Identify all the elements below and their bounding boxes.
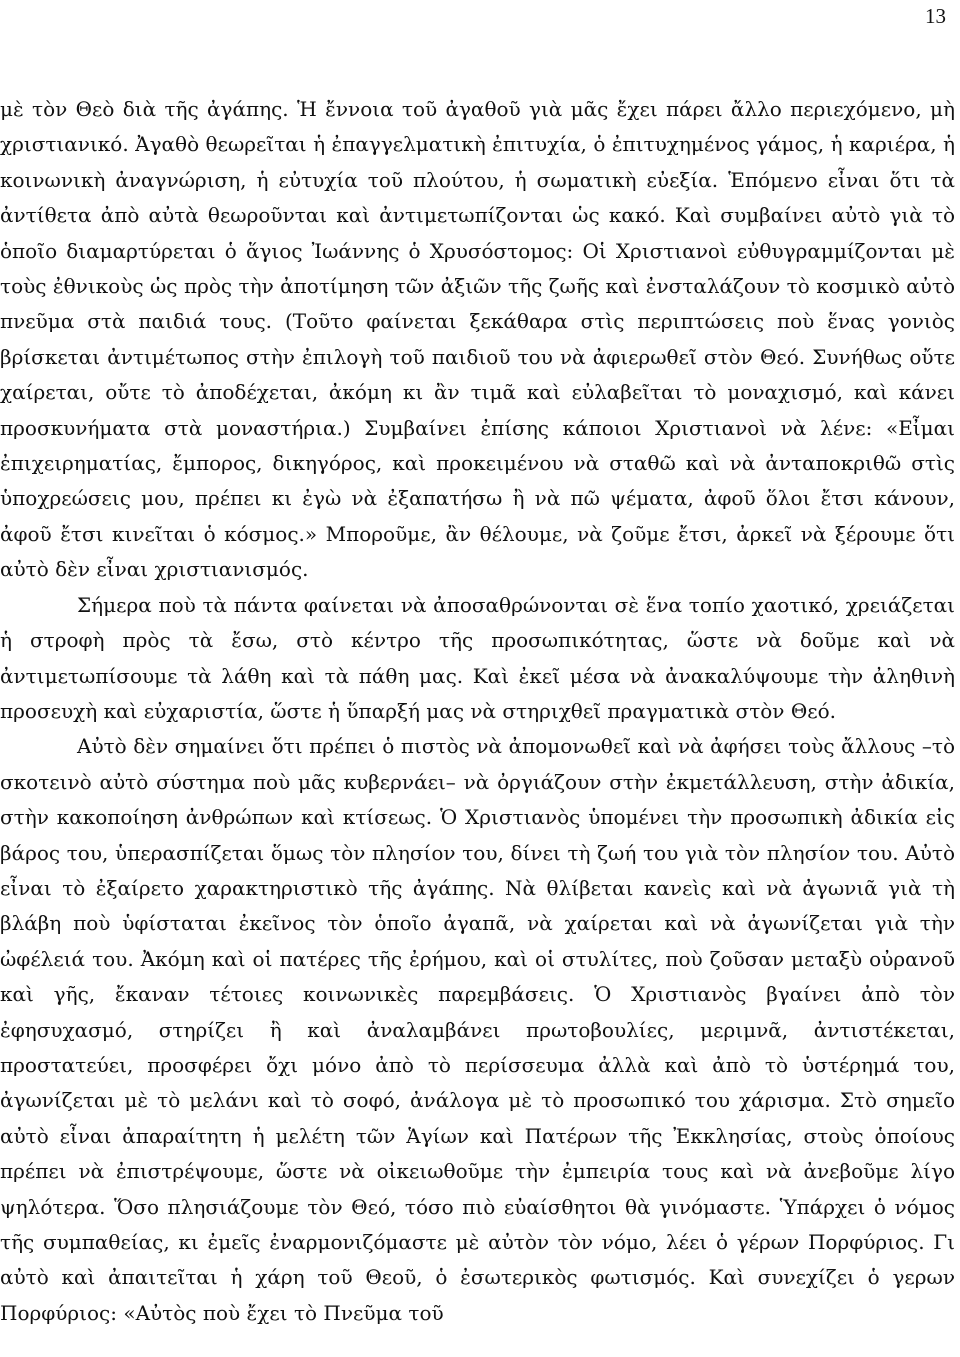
body-text — [0, 92, 955, 1331]
paragraph-3: Αὐτὸ δὲν σημαίνει ὅτι πρέπει ὁ πιστὸς νὰ ἀπομονωθεῖ καὶ νὰ ἀφήσει τοὺς ἄλλους –τὸ σκοτεινὸ αὐτὸ σύστημα ποὺ μᾶς κυβερνάει– νὰ ὀργιάζουν στὴν ἐκμετάλλευση, στὴν ἀδικία, στὴν κακοποίηση ἀνθρώπων καὶ κτίσεως. Ὁ Χριστιανὸς ὑπομένει τὴν προσωπικὴ ἀδικία εἰς βάρος του, ὑπερασπίζεται ὅμως τὸν πλησίον του, δίνει τὴ ζωή του γιὰ τὸν πλησίον του. Αὐτὸ εἶναι τὸ ἐξαίρετο χαρακτηριστικὸ τῆς ἀγάπης. Νὰ θλίβεται κανεὶς καὶ νὰ ἀγωνιᾶ γιὰ τὴ βλάβη ποὺ ὑφίσταται ἐκεῖνος τὸν ὁποῖο ἀγαπᾶ, νὰ χαίρεται καὶ νὰ ἀγωνίζεται γιὰ τὴν ὠφέλειά του. Ἀκόμη καὶ οἱ πατέρες τῆς ἐρήμου, καὶ οἱ στυλίτες, ποὺ ζοῦσαν μεταξὺ οὐρανοῦ καὶ γῆς, ἔκαναν τέτοιες κοινωνικὲς παρεμβάσεις. Ὁ Χριστιανὸς βγαίνει ἀπὸ τὸν ἐφησυχασμό, στηρίζει ἢ καὶ ἀναλαμβάνει πρωτοβουλίες, μεριμνᾶ, ἀντιστέκεται, προστατεύει, προσφέρει ὄχι μόνο ἀπὸ τὸ περίσσευμα ἀλλὰ καὶ ἀπὸ τὸ ὑστέρημά του, ἀγωνίζεται μὲ τὸ μελάνι καὶ τὸ σοφό, ἀνάλογα μὲ τὸ προσωπικό του χάρισμα. Στὸ σημεῖο αὐτὸ εἶναι ἀπαραίτητη ἡ μελέτη τῶν Ἁγίων καὶ Πατέρων τῆς Ἐκκλησίας, στοὺς ὁποίους πρέπει νὰ ἐπιστρέψουμε, ὥστε νὰ οἰκειωθοῦμε τὴν ἐμπειρία τους καὶ νὰ ἀνεβοῦμε λίγο ψηλότερα. Ὅσο πλησιάζουμε τὸν Θεό, τόσο πιὸ εὐαίσθητοι θὰ γινόμαστε. Ὑπάρχει ὁ νόμος τῆς συμπαθείας, κι ἐμεῖς ἐναρμονιζόμαστε μὲ αὐτὸν τὸν νόμο, λέει ὁ γέρων Πορφύριος. Γι αὐτὸ καὶ ἀπαιτεῖται ἡ χάρη τοῦ Θεοῦ, ὁ ἐσωτερικὸς φωτισμός. Καὶ συνεχίζει ὁ γερων Πορφύριος: «Αὐτὸς ποὺ ἔχει τὸ Πνεῦμα τοῦ — [0, 734, 955, 1325]
page-number: 13 — [925, 4, 946, 28]
paragraph-2: Σήμερα ποὺ τὰ πάντα φαίνεται νὰ ἀποσαθρώνονται σὲ ἕνα τοπίο χαοτικό, χρειάζεται ἡ στροφὴ πρὸς τὰ ἔσω, στὸ κέντρο τῆς προσωπικότητας, ὥστε νὰ δοῦμε καὶ νὰ ἀντιμετωπίσουμε τὰ λάθη καὶ τὰ πάθη μας. Καὶ ἐκεῖ μέσα νὰ ἀνακαλύψουμε τὴν ἀληθινὴ προσευχὴ καὶ εὐχαριστία, ὥστε ἡ ὕπαρξή μας νὰ στηριχθεῖ πραγματικὰ στὸν Θεό. — [0, 592, 955, 723]
paragraph-1: μὲ τὸν Θεὸ διὰ τῆς ἀγάπης. Ἡ ἔννοια τοῦ ἀγαθοῦ γιὰ μᾶς ἔχει πάρει ἄλλο περιεχόμενο, μὴ χριστιανικό. Ἀγαθὸ θεωρεῖται ἡ ἐπαγγελματικὴ ἐπιτυχία, ὁ ἐπιτυχημένος γάμος, ἡ καριέρα, ἡ κοινωνικὴ ἀναγνώριση, ἡ εὐτυχία τοῦ πλούτου, ἡ σωματικὴ εὐεξία. Ἑπόμενο εἶναι ὅτι τὰ ἀντίθετα ἀπὸ αὐτὰ θεωροῦνται καὶ ἀντιμετωπίζονται ὡς κακό. Καὶ συμβαίνει αὐτὸ γιὰ τὸ ὁποῖο διαμαρτύρεται ὁ ἅγιος Ἰωάννης ὁ Χρυσόστομος: Οἱ Χριστιανοὶ εὐθυγραμμίζονται μὲ τοὺς ἐθνικοὺς ὡς πρὸς τὴν ἀποτίμηση τῶν ἀξιῶν τῆς ζωῆς καὶ ἐνσταλάζουν τὸ κοσμικὸ αὐτὸ πνεῦμα στὰ παιδιά τους. (Τοῦτο φαίνεται ξεκάθαρα στὶς περιπτώσεις ποὺ ἕνας γονιὸς βρίσκεται ἀντιμέτωπος στὴν ἐπιλογὴ τοῦ παιδιοῦ του νὰ ἀφιερωθεῖ στὸν Θεό. Συνήθως οὔτε χαίρεται, οὔτε τὸ ἀποδέχεται, ἀκόμη κι ἂν τιμᾶ καὶ εὐλαβεῖται τὸ μοναχισμό, καὶ κάνει προσκυνήματα στὰ μοναστήρια.) Συμβαίνει ἐπίσης κάποιοι Χριστιανοὶ νὰ λένε: «Εἶμαι ἐπιχειρηματίας, ἔμπορος, δικηγόρος, καὶ προκειμένου νὰ σταθῶ καὶ νὰ ἀνταποκριθῶ στὶς ὑποχρεώσεις μου, πρέπει κι ἐγὼ νὰ ἐξαπατήσω ἢ νὰ πῶ ψέματα, ἀφοῦ ὅλοι ἔτσι κάνουν, ἀφοῦ ἔτσι κινεῖται ὁ κόσμος.» Μποροῦμε, ἂν θέλουμε, νὰ ζοῦμε ἔτσι, ἀρκεῖ νὰ ξέρουμε ὅτι αὐτὸ δὲν εἶναι χριστιανισμός. — [0, 97, 955, 582]
